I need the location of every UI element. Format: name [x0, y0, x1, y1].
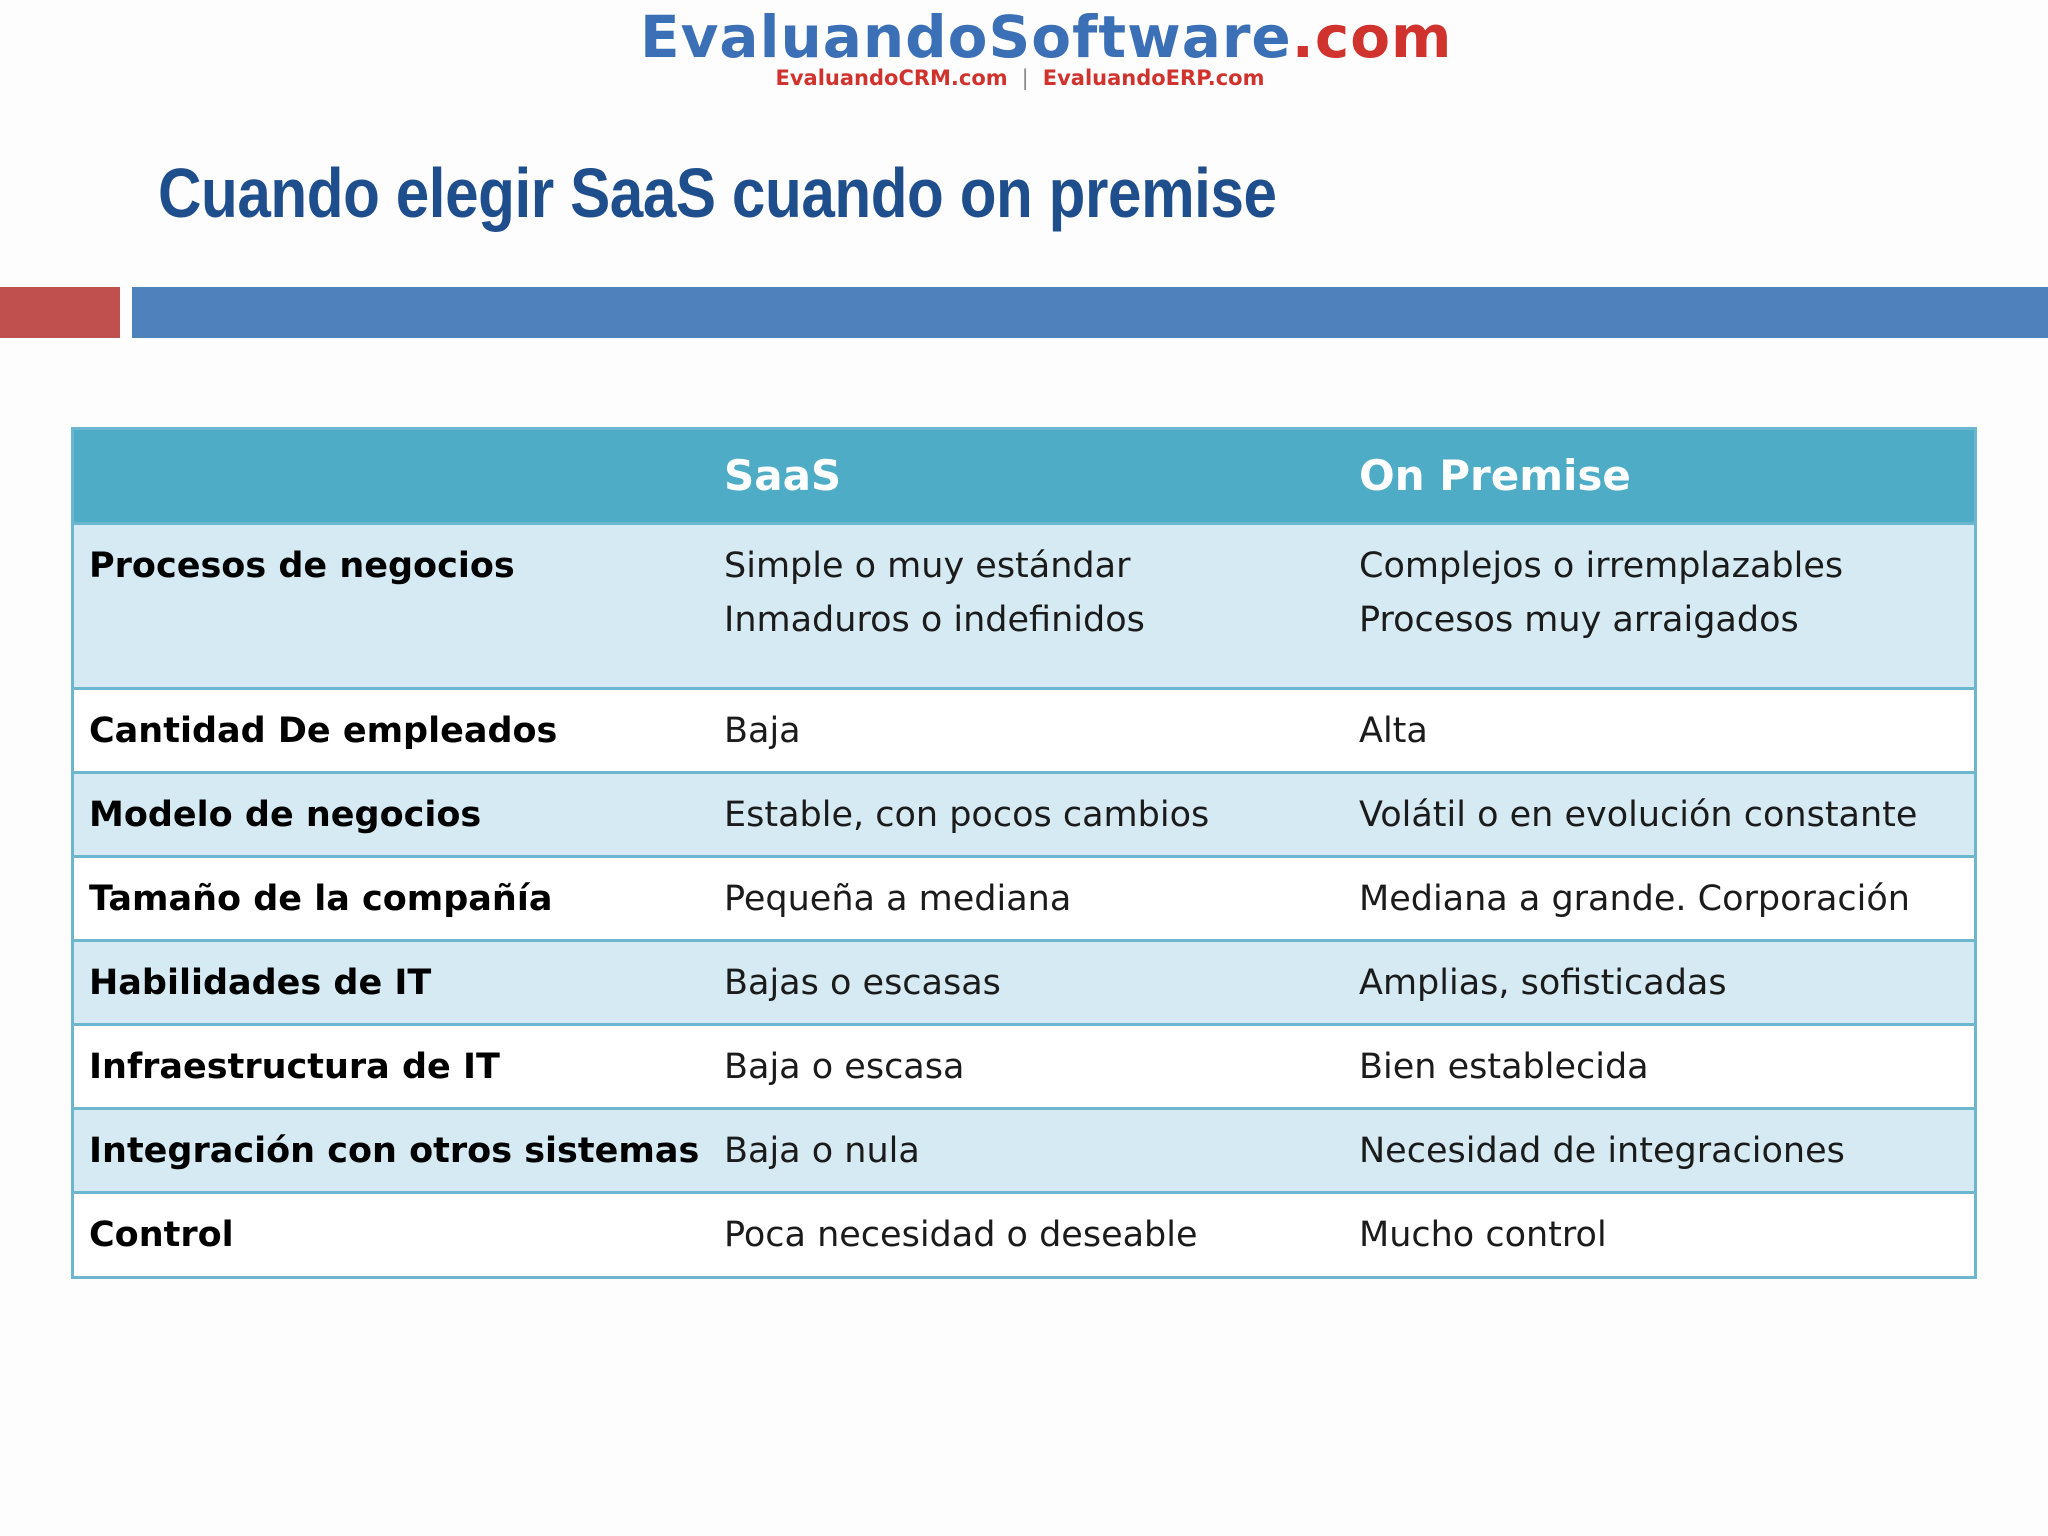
logo-subtitle: [640, 68, 1400, 88]
accent-bar-blue: [132, 287, 2048, 338]
on-premise-cell: Mediana a grande. Corporación: [1359, 878, 1910, 919]
on-premise-cell: Amplias, sofisticadas: [1359, 962, 1727, 1003]
saas-cell: Baja: [724, 710, 801, 751]
slide-title: Cuando elegir SaaS cuando on premise: [158, 154, 1277, 232]
logo-wordmark-tld: .com: [1291, 3, 1453, 71]
saas-cell: Estable, con pocos cambios: [724, 794, 1210, 835]
brand-logo: [640, 3, 1453, 94]
on-premise-cell: Necesidad de integraciones: [1359, 1130, 1845, 1171]
table-row: [74, 1108, 1974, 1192]
on-premise-cell: Bien establecida: [1359, 1046, 1649, 1087]
logo-sub-crm: EvaluandoCRM.com: [775, 66, 1008, 90]
table-row: [74, 1192, 1974, 1276]
cell-line: Simple o muy estándar: [724, 545, 1131, 586]
table-row: [74, 856, 1974, 940]
table-row: [74, 940, 1974, 1024]
saas-cell: Baja o escasa: [724, 1046, 965, 1087]
row-label: Control: [89, 1214, 234, 1255]
table-row: [74, 523, 1974, 688]
on-premise-cell: Mucho control: [1359, 1214, 1607, 1255]
logo-wordmark: [640, 3, 1453, 71]
table-header-row: [74, 430, 1974, 523]
row-label: Procesos de negocios: [89, 545, 515, 586]
header-on-premise: On Premise: [1359, 451, 1631, 501]
on-premise-cell: Alta: [1359, 710, 1428, 751]
saas-cell: Baja o nula: [724, 1130, 920, 1171]
table-row: [74, 1024, 1974, 1108]
row-label: Tamaño de la compañía: [89, 878, 553, 919]
logo-sub-separator: |: [1021, 66, 1029, 90]
cell-line: Procesos muy arraigados: [1359, 599, 1799, 640]
row-label: Habilidades de IT: [89, 962, 432, 1003]
comparison-table: [71, 427, 1977, 1279]
saas-cell: Pequeña a mediana: [724, 878, 1072, 919]
header-saas: SaaS: [724, 451, 842, 501]
table-row: [74, 772, 1974, 856]
saas-cell: Poca necesidad o deseable: [724, 1214, 1198, 1255]
logo-wordmark-name: EvaluandoSoftware: [640, 3, 1292, 71]
row-label: Integración con otros sistemas: [89, 1130, 700, 1171]
row-label: Infraestructura de IT: [89, 1046, 500, 1087]
on-premise-cell: [1344, 523, 1974, 688]
table-row: [74, 688, 1974, 772]
logo-sub-erp: EvaluandoERP.com: [1042, 66, 1265, 90]
saas-cell: [709, 523, 1344, 688]
on-premise-cell: Volátil o en evolución constante: [1359, 794, 1918, 835]
accent-bar-red: [0, 287, 120, 338]
row-label: Cantidad De empleados: [89, 710, 558, 751]
header-empty: [74, 430, 709, 523]
cell-line: Inmaduros o indefinidos: [724, 599, 1145, 640]
saas-cell: Bajas o escasas: [724, 962, 1001, 1003]
row-label: Modelo de negocios: [89, 794, 482, 835]
cell-line: Complejos o irremplazables: [1359, 545, 1844, 586]
